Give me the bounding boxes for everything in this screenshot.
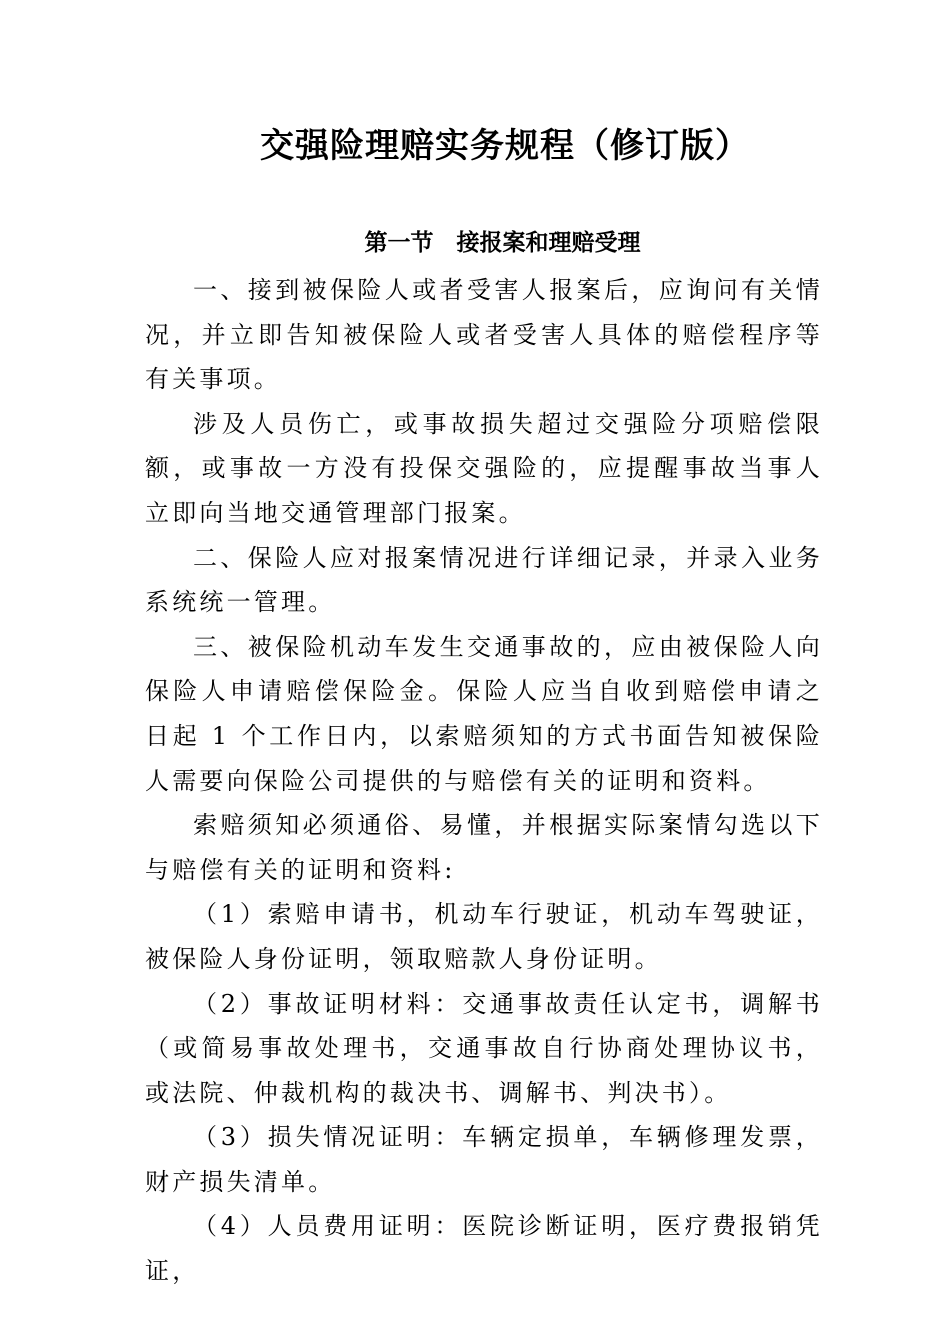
paragraph-item-2: （2）事故证明材料：交通事故责任认定书，调解书（或简易事故处理书，交通事故自行协商处理协议书，或法院、仲裁机构的裁决书、调解书、判决书）。 <box>145 989 823 1107</box>
paragraph-claim-notice: 索赔须知必须通俗、易懂，并根据实际案情勾选以下与赔偿有关的证明和资料: <box>145 811 823 884</box>
paragraph-item-1: （1）索赔申请书，机动车行驶证，机动车驾驶证，被保险人身份证明，领取赔款人身份证明。 <box>145 900 823 973</box>
paragraph-claim-application: 三、被保险机动车发生交通事故的，应由被保险人向保险人申请赔偿保险金。保险人应当自收到赔偿申请之日起 1 个工作日内，以索赔须知的方式书面告知被保险人需要向保险公司提供的与赔偿有关的证明和资料。 <box>145 632 823 795</box>
paragraph-police-report: 涉及人员伤亡，或事故损失超过交强险分项赔偿限额，或事故一方没有投保交强险的，应提醒事故当事人立即向当地交通管理部门报案。 <box>145 409 823 527</box>
paragraph-item-4: （4）人员费用证明：医院诊断证明，医疗费报销凭证， <box>145 1212 823 1286</box>
section-heading: 第一节 接报案和理赔受理 <box>364 230 641 256</box>
document-title: 交强险理赔实务规程（修订版） <box>260 126 750 166</box>
document-body <box>145 268 823 1294</box>
paragraph-record-keeping: 二、保险人应对报案情况进行详细记录，并录入业务系统统一管理。 <box>145 543 823 617</box>
paragraph-report-handling: 一、接到被保险人或者受害人报案后，应询问有关情况，并立即告知被保险人或者受害人具体的赔偿程序等有关事项。 <box>145 276 823 394</box>
paragraph-item-3: （3）损失情况证明：车辆定损单，车辆修理发票，财产损失清单。 <box>145 1123 823 1196</box>
